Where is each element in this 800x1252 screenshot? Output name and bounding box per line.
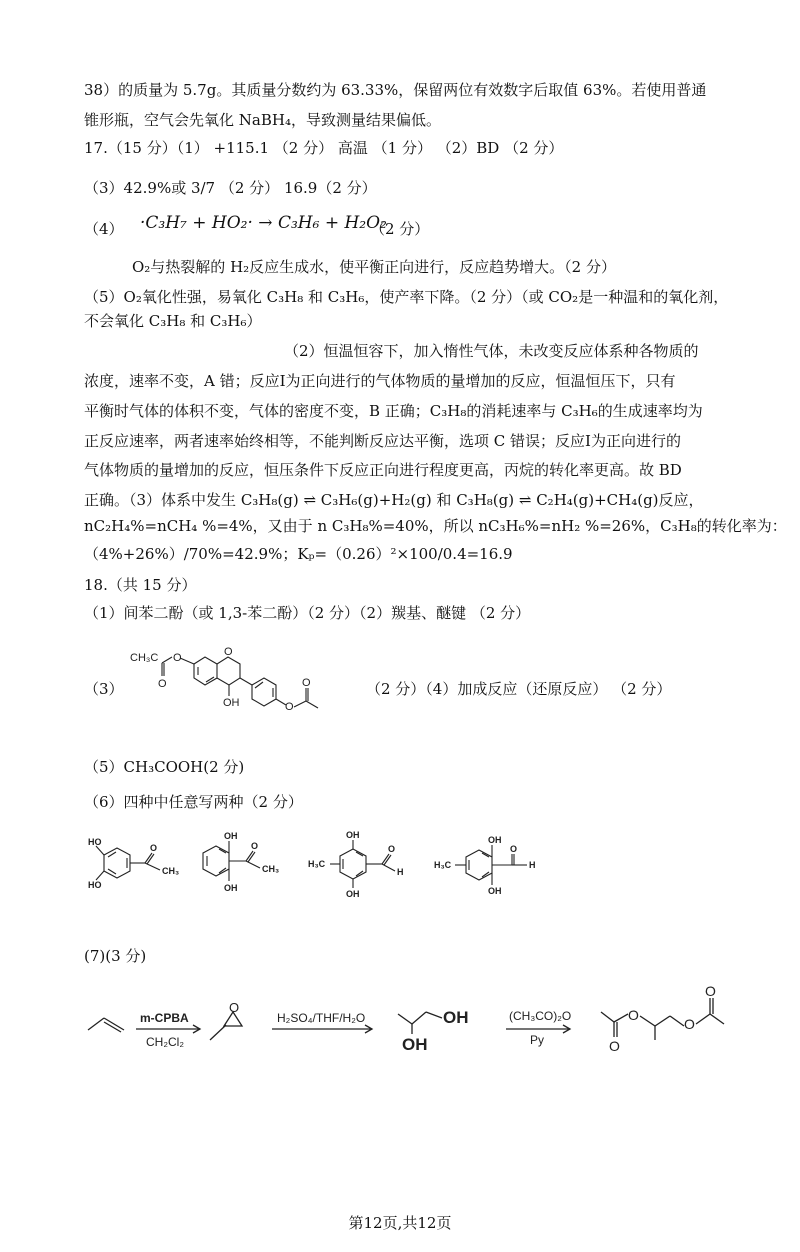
q17-heading: 17.（15 分）（1） +115.1 （2 分） 高温 （1 分） （2）BD （2 分） [84,139,564,157]
struct3-acetyl-label: CH₃C [130,652,159,664]
explain-line-4: 正反应速率，两者速率始终相等，不能判断反应达平衡，选项 C 错误；反应Ⅰ为正向进行的 [84,432,681,450]
q17-part4-label: （4） [84,220,124,238]
explain-line-7: nC₂H₄%=nCH₄ %=4%，又由于 n C₃H₈%=40%，所以 nC₃H₆%=nH₂ %=26%，C₃H₈的转化率为： [84,517,787,535]
svg-text:O: O [609,1038,620,1054]
reagent-3-bottom: Py [530,1033,545,1047]
svg-text:O: O [158,678,167,690]
q18-heading: 18.（共 15 分） [84,576,197,594]
s1-ho-bottom: HO [88,880,102,890]
explain-line-6: 正确。（3）体系中发生 C₃H₈(g) ⇌ C₃H₆(g)+H₂(g) 和 C₃H₈(g) ⇌ C₂H₄(g)+CH₄(g)反应， [84,491,704,509]
q18-part7: (7)(3 分) [84,947,147,965]
q17-part4-explanation: O₂与热裂解的 H₂反应生成水，使平衡正向进行，反应趋势增大。（2 分） [132,258,616,276]
svg-text:O: O [510,844,518,854]
explain-line-5: 气体物质的量增加的反应，恒压条件下反应正向进行程度更高，丙烷的转化率更高。故 BD [84,461,682,479]
svg-text:O: O [388,844,396,854]
explain-line-1: （2）恒温恒容下，加入惰性气体，未改变反应体系种各物质的 [284,342,699,360]
reagent-2-top: H₂SO₄/THF/H₂O [277,1011,366,1025]
reagent-1-bottom: CH₂Cl₂ [146,1035,184,1049]
q17-equation: ·C₃H₇ + HO₂· → C₃H₆ + H₂O₂ [140,213,387,233]
diol-oh-2: OH [402,1035,428,1054]
struct3-oh-label: OH [223,697,240,709]
svg-text:O: O [628,1007,639,1023]
q18-part6: （6）四种中任意写两种（2 分） [84,793,303,811]
explain-line-8: （4%+26%）/70%=42.9%；Kₚ=（0.26）²×100/0.4=16.9 [84,545,513,563]
svg-text:O: O [285,701,294,713]
q17-part4-score: （2 分） [370,220,430,238]
svg-text:O: O [705,983,716,999]
s3-oh-bottom: OH [346,889,360,899]
reagent-3-top: (CH₃CO)₂O [509,1009,572,1023]
svg-text:O: O [173,652,182,664]
s2-oh-top: OH [224,831,238,841]
s1-ho-top: HO [88,837,102,847]
explain-line-2: 浓度，速率不变，A 错；反应Ⅰ为正向进行的气体物质的量增加的反应，恒温恒压下，只有 [84,372,676,390]
text-line-2: 锥形瓶，空气会先氧化 NaBH₄，导致测量结果偏低。 [84,111,441,129]
s4-h3c: H₃C [434,860,452,870]
q17-part5-a: （5）O₂氧化性强，易氧化 C₃H₈ 和 C₃H₆，使产率下降。（2 分）（或 CO₂是一种温和的氧化剂， [84,288,729,306]
s3-oh-top: OH [346,830,360,840]
svg-text:O: O [302,677,311,689]
s2-ch3: CH₃ [262,864,280,874]
q17-part3: （3）42.9%或 3/7 （2 分） 16.9（2 分） [84,179,377,197]
s1-ch3: CH₃ [162,866,180,876]
svg-text:O: O [684,1016,695,1032]
text-line-1: 38）的质量为 5.7g。其质量分数约为 63.33%，保留两位有效数字后取值 63%。若使用普通 [84,81,707,99]
page-footer: 第12页,共12页 [348,1214,452,1232]
s3-h: H [397,867,404,877]
s4-oh-top: OH [488,835,502,845]
s2-oh-bottom: OH [224,883,238,893]
s4-h: H [529,860,536,870]
q18-part1-2: （1）间苯二酚（或 1,3-苯二酚）（2 分）（2）羰基、醚键 （2 分） [84,604,531,622]
svg-text:O: O [150,843,158,853]
q18-part3-score: （2 分）（4）加成反应（还原反应） （2 分） [366,680,672,698]
reagent-1-top: m-CPBA [140,1011,189,1025]
diol-oh-1: OH [443,1008,469,1027]
q18-part5: （5）CH₃COOH(2 分) [84,758,245,776]
explain-line-3: 平衡时气体的体积不变，气体的密度不变，B 正确；C₃H₈的消耗速率与 C₃H₆的生成速率均为 [84,402,703,420]
q18-part3-label: （3） [84,680,124,698]
q17-part5-b: 不会氧化 C₃H₈ 和 C₃H₆） [84,312,262,330]
svg-text:O: O [251,841,259,851]
s4-oh-bottom: OH [488,886,502,896]
svg-text:O: O [224,646,233,658]
s3-h3c: H₃C [308,859,326,869]
svg-text:O: O [229,1000,240,1015]
